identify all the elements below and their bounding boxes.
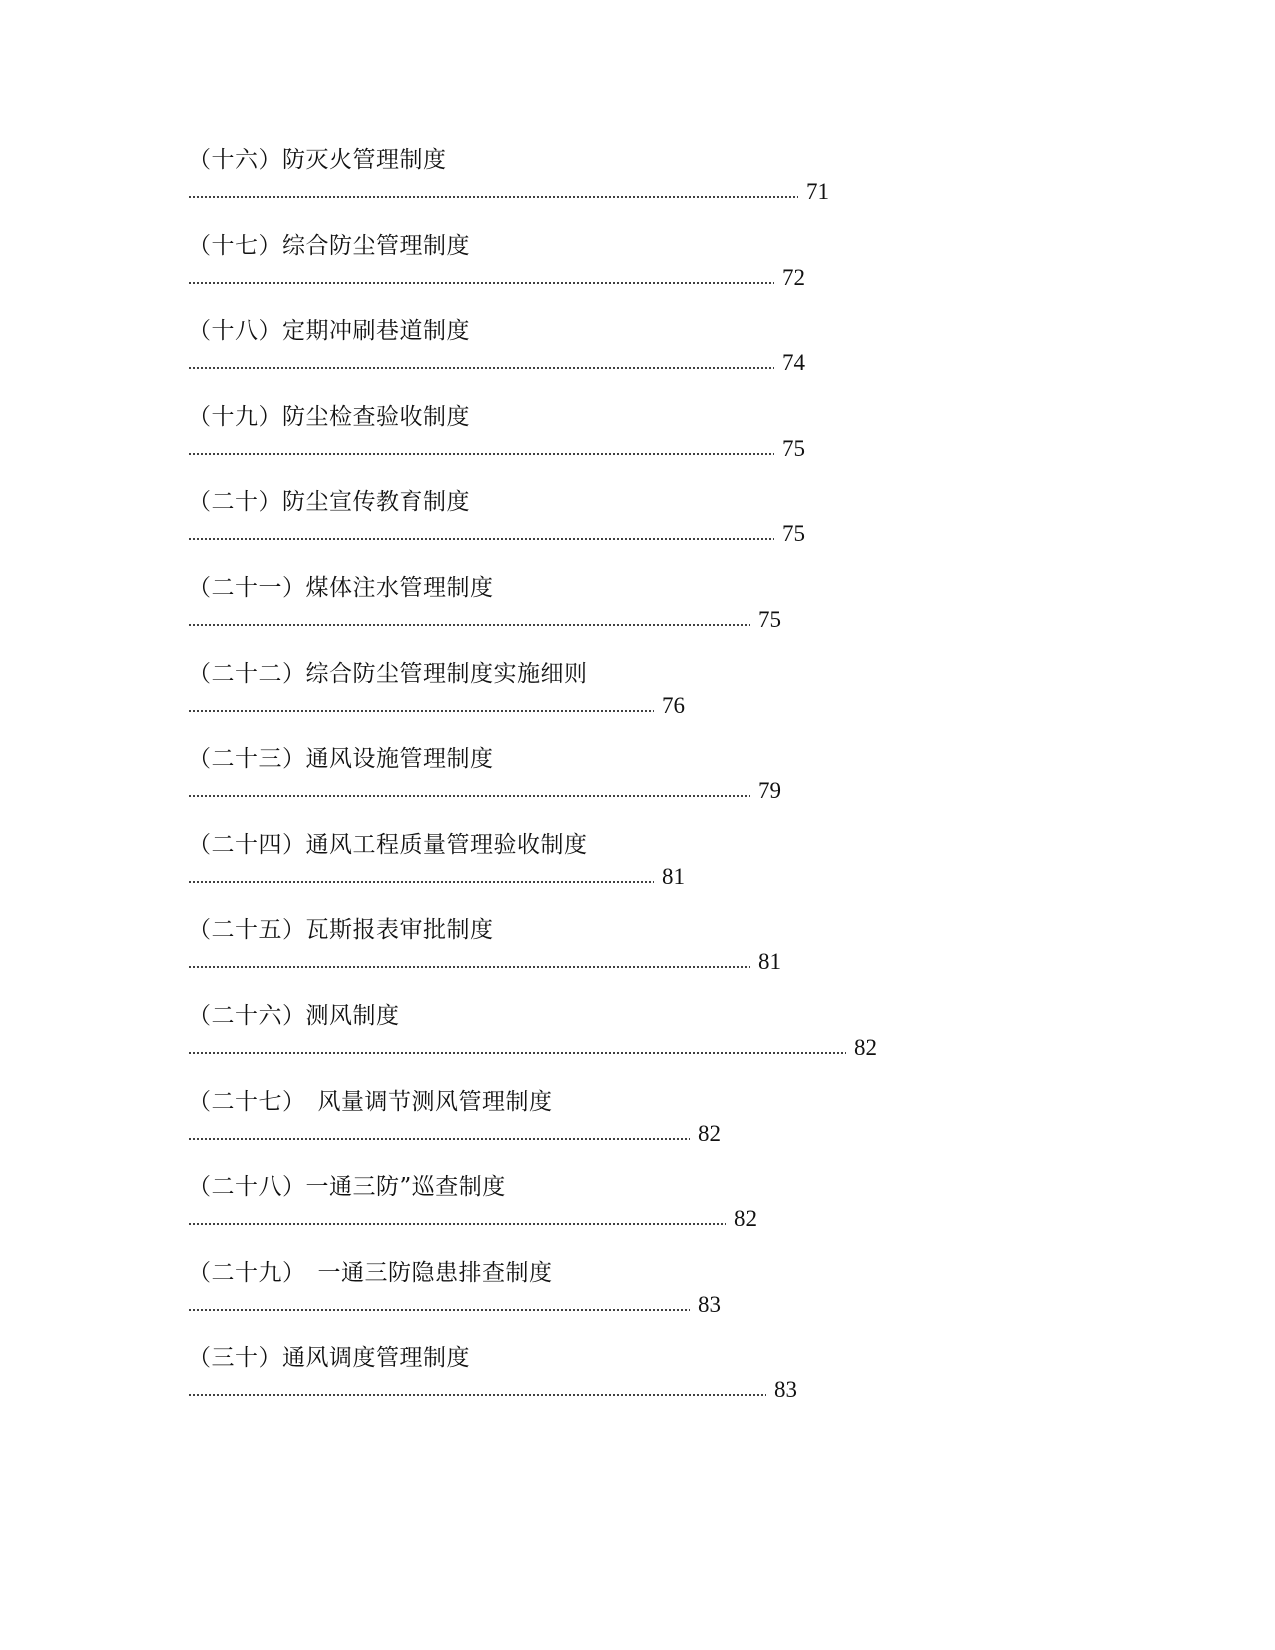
dot-leader [188, 709, 654, 713]
dot-leader [188, 1308, 690, 1312]
dot-leader [188, 623, 750, 627]
toc-entry-title: （二十八）一通三防”巡查制度 [188, 1174, 506, 1201]
toc-leader-line [188, 263, 805, 293]
toc-leader-line [188, 348, 805, 378]
toc-entry-title: （二十五）瓦斯报表审批制度 [188, 917, 494, 944]
toc-leader-line [188, 1204, 757, 1234]
toc-leader-line [188, 862, 685, 892]
toc-entry-title: （二十一）煤体注水管理制度 [188, 575, 494, 601]
toc-leader-line [188, 691, 685, 721]
dot-leader [188, 452, 774, 456]
toc-entry-title: （二十四）通风工程质量管理验收制度 [188, 831, 588, 858]
toc-leader-line [188, 434, 805, 464]
toc-page-number: 79 [758, 778, 781, 804]
dot-leader [188, 195, 798, 199]
toc-page-number: 83 [698, 1291, 721, 1317]
toc-entry-title: （二十六）测风制度 [188, 1003, 400, 1029]
toc-page-number: 75 [782, 521, 805, 547]
toc-page-number: 76 [662, 692, 685, 718]
dot-leader [188, 1137, 690, 1141]
dot-leader [188, 965, 750, 969]
toc-page-number: 82 [698, 1120, 721, 1146]
toc-leader-line [188, 1119, 721, 1149]
toc-page-number: 83 [774, 1377, 797, 1403]
dot-leader [188, 537, 774, 541]
dot-leader [188, 366, 774, 370]
toc-page-number: 75 [782, 435, 805, 461]
toc-leader-line [188, 519, 805, 549]
toc-page-number: 81 [758, 949, 781, 975]
toc-leader-line [188, 947, 781, 977]
dot-leader [188, 794, 750, 798]
toc-entry-title: （十九）防尘检查验收制度 [188, 403, 470, 430]
toc-leader-line [188, 776, 781, 806]
dot-leader [188, 281, 774, 285]
toc-entry-title: （十六）防灭火管理制度 [188, 147, 447, 173]
toc-entry-title: （十七）综合防尘管理制度 [188, 232, 470, 259]
toc-leader-line [188, 1290, 721, 1320]
toc-page-number: 82 [854, 1035, 877, 1060]
dot-leader [188, 1051, 846, 1055]
toc-leader-line [188, 1033, 877, 1063]
toc-page-number: 82 [734, 1206, 757, 1232]
dot-leader [188, 1393, 766, 1397]
toc-entry-title: （二十二）综合防尘管理制度实施细则 [188, 660, 588, 687]
toc-entry-title: （二十三）通风设施管理制度 [188, 746, 494, 773]
toc-entry-title: （三十）通风调度管理制度 [188, 1345, 470, 1372]
toc-entry-title: （二十七） 风量调节测风管理制度 [188, 1088, 553, 1115]
toc-page-number: 74 [782, 350, 805, 376]
dot-leader [188, 1222, 726, 1226]
toc-leader-line [188, 177, 829, 207]
toc-leader-line [188, 605, 781, 635]
toc-page-number: 81 [662, 863, 685, 889]
toc-entry-title: （二十九） 一通三防隐患排查制度 [188, 1259, 553, 1286]
toc-leader-line [188, 1375, 797, 1405]
toc-page-number: 75 [758, 607, 781, 632]
toc-entry-title: （二十）防尘宣传教育制度 [188, 489, 470, 516]
toc-page-number: 71 [806, 179, 829, 204]
toc-page-number: 72 [782, 264, 805, 290]
dot-leader [188, 880, 654, 884]
toc-entry-title: （十八）定期冲刷巷道制度 [188, 318, 470, 345]
